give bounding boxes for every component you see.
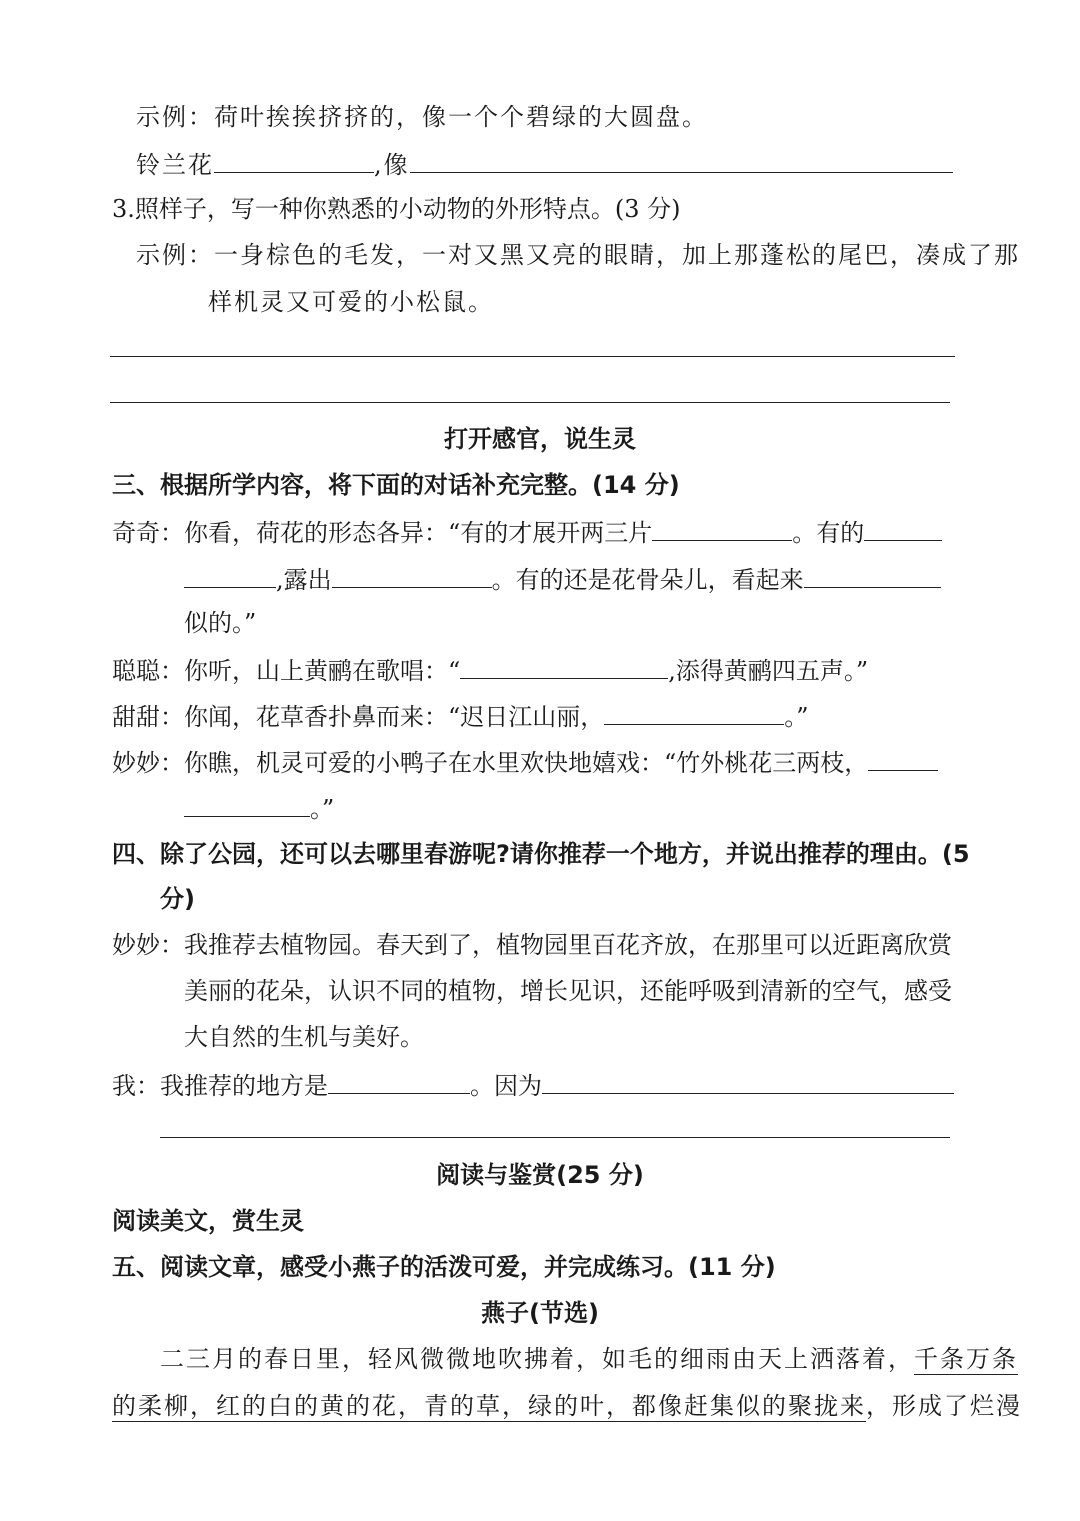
answer-line[interactable] xyxy=(110,402,950,403)
article-paragraph-line1 xyxy=(160,1342,1018,1376)
answer-blank[interactable] xyxy=(410,146,953,173)
qiqi-text-c: ,露出 xyxy=(276,566,332,594)
answer-blank[interactable] xyxy=(214,146,374,173)
qiqi-line3: 似的。” xyxy=(184,609,257,637)
article-paragraph-line2 xyxy=(112,1389,1022,1423)
answer-blank[interactable] xyxy=(332,561,492,588)
answer-blank[interactable] xyxy=(542,1067,954,1094)
answer-blank[interactable] xyxy=(652,514,792,541)
my-recommend-text-a: 我：我推荐的地方是 xyxy=(112,1072,328,1100)
miaomiao-text-a: 妙妙：你瞧，机灵可爱的小鸭子在水里欢快地嬉戏：“竹外桃花三两枝， xyxy=(112,749,869,777)
reading-subtitle: 阅读美文，赏生灵 xyxy=(112,1207,304,1235)
miaomiao-recommend-line3: 大自然的生机与美好。 xyxy=(184,1023,424,1051)
answer-blank[interactable] xyxy=(328,1067,470,1094)
miaomiao-recommend-line1: 妙妙：我推荐去植物园。春天到了，植物园里百花齐放，在那里可以近距离欣赏 xyxy=(112,931,952,959)
answer-line[interactable] xyxy=(160,1137,950,1138)
tiantian-text-a: 甜甜：你闻，花草香扑鼻而来：“迟日江山丽， xyxy=(112,703,605,731)
congcong-text-a: 聪聪：你听，山上黄鹂在歌唱：“ xyxy=(112,657,461,685)
example-squirrel-line2: 样机灵又可爱的小松鼠。 xyxy=(208,288,494,316)
congcong-line xyxy=(112,652,868,688)
answer-blank[interactable] xyxy=(868,744,938,771)
miaomiao-line1 xyxy=(112,744,938,780)
article-title: 燕子(节选) xyxy=(481,1299,599,1327)
example-squirrel-line1: 示例：一身棕色的毛发，一对又黑又亮的眼睛，加上那蓬松的尾巴，凑成了那 xyxy=(136,241,1020,269)
my-recommend-line xyxy=(112,1067,954,1103)
lily-question xyxy=(136,146,953,182)
section-title-senses: 打开感官，说生灵 xyxy=(444,425,636,453)
answer-blank[interactable] xyxy=(864,514,942,541)
underlined-phrase: 千条万条 xyxy=(914,1345,1018,1373)
answer-blank[interactable] xyxy=(184,790,310,817)
article-text-b: ，形成了烂漫 xyxy=(866,1392,1022,1420)
qiqi-text-a: 奇奇：你看，荷花的形态各异：“有的才展开两三片 xyxy=(112,519,653,547)
section-title-reading: 阅读与鉴赏(25 分) xyxy=(436,1161,644,1189)
question-3: 3.照样子，写一种你熟悉的小动物的外形特点。(3 分) xyxy=(112,195,681,223)
miaomiao-line2 xyxy=(184,790,334,826)
answer-line[interactable] xyxy=(110,356,955,357)
example-lotus: 示例：荷叶挨挨挤挤的，像一个个碧绿的大圆盘。 xyxy=(136,103,708,131)
qiqi-text-d: 。有的还是花骨朵儿，看起来 xyxy=(491,566,804,594)
tiantian-text-b: 。” xyxy=(784,703,809,731)
question-4-line1: 四、除了公园，还可以去哪里春游呢?请你推荐一个地方，并说出推荐的理由。(5 xyxy=(112,840,970,868)
answer-blank[interactable] xyxy=(804,561,941,588)
question-4-line2: 分) xyxy=(160,885,195,913)
qiqi-line1 xyxy=(112,514,942,550)
article-text-a: 二三月的春日里，轻风微微地吹拂着，如毛的细雨由天上洒落着， xyxy=(160,1345,914,1373)
tiantian-line xyxy=(112,698,809,734)
my-recommend-text-b: 。因为 xyxy=(470,1072,542,1100)
question-3-heading: 三、根据所学内容，将下面的对话补充完整。(14 分) xyxy=(112,471,680,499)
lily-label: 铃兰花 xyxy=(136,151,214,179)
answer-blank[interactable] xyxy=(604,698,784,725)
answer-blank[interactable] xyxy=(460,652,668,679)
question-5-heading: 五、阅读文章，感受小燕子的活泼可爱，并完成练习。(11 分) xyxy=(112,1253,776,1281)
miaomiao-text-b: 。” xyxy=(310,795,335,823)
qiqi-line2 xyxy=(184,561,941,597)
miaomiao-recommend-line2: 美丽的花朵，认识不同的植物，增长见识，还能呼吸到清新的空气，感受 xyxy=(184,977,952,1005)
lily-like: ,像 xyxy=(374,151,410,179)
qiqi-text-b: 。有的 xyxy=(792,519,865,547)
congcong-text-b: ,添得黄鹂四五声。” xyxy=(668,657,869,685)
underlined-phrase: 的柔柳，红的白的黄的花，青的草，绿的叶，都像赶集似的聚拢来 xyxy=(112,1392,866,1420)
answer-blank[interactable] xyxy=(184,561,276,588)
